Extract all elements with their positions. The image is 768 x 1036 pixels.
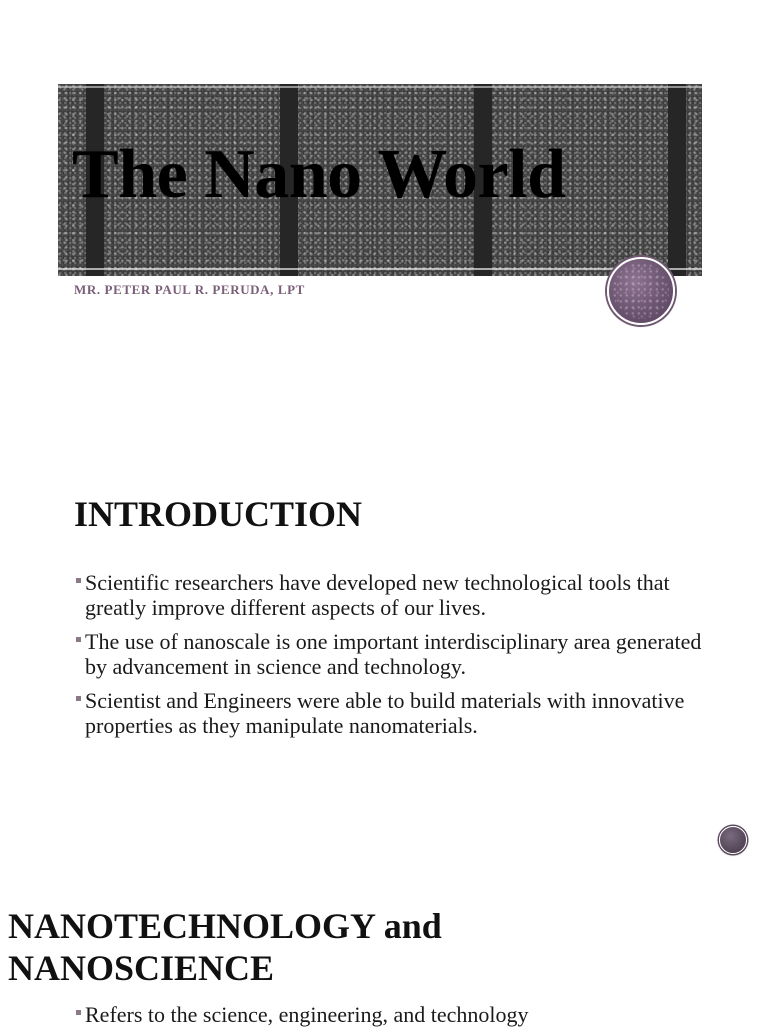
bullet-text: The use of nanoscale is one important interdisciplinary area generated by advancement in science and technology. <box>85 629 702 679</box>
list-item <box>76 688 716 738</box>
banner-bottom-rule <box>58 268 702 270</box>
introduction-bullet-list <box>76 570 716 747</box>
presentation-title: The Nano World <box>72 136 566 213</box>
bullet-text: Scientist and Engineers were able to build materials with innovative properties as they manipulate nanomaterials. <box>85 688 685 738</box>
square-bullet-icon <box>76 1010 81 1015</box>
nanotechnology-heading <box>8 905 442 989</box>
list-item <box>76 629 716 679</box>
list-item <box>76 1002 736 1027</box>
heading-line-2: NANOSCIENCE <box>8 948 275 988</box>
square-bullet-icon <box>76 637 81 642</box>
banner-top-rule <box>58 86 702 88</box>
decorative-circle-badge <box>719 826 747 854</box>
introduction-heading: INTRODUCTION <box>74 494 363 534</box>
square-bullet-icon <box>76 696 81 701</box>
nanotechnology-bullet-list <box>76 1002 736 1036</box>
decorative-circle-badge <box>607 257 675 325</box>
bullet-text: Refers to the science, engineering, and technology <box>85 1002 529 1027</box>
bullet-text: Scientific researchers have developed new technological tools that greatly improve different aspects of our lives. <box>85 570 670 620</box>
title-slide <box>0 0 768 440</box>
square-bullet-icon <box>76 578 81 583</box>
heading-line-1: NANOTECHNOLOGY and <box>8 906 442 946</box>
list-item <box>76 570 716 620</box>
presenter-name: MR. PETER PAUL R. PERUDA, LPT <box>74 282 305 297</box>
